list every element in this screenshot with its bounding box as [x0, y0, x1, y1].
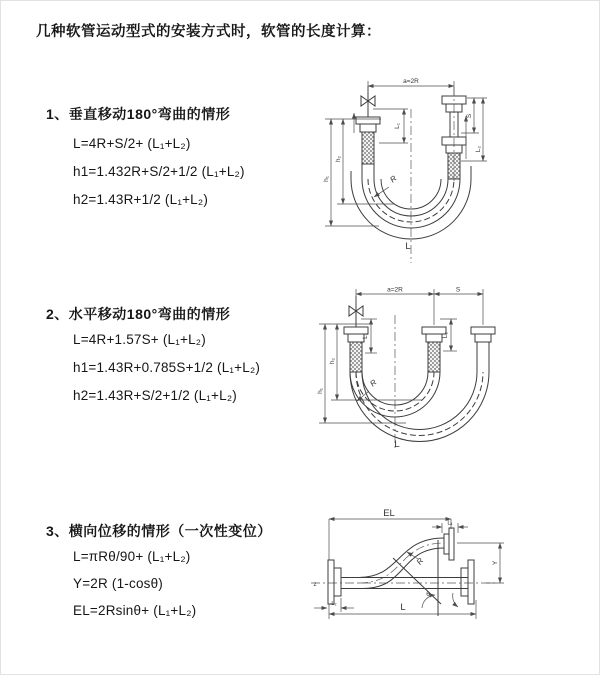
- angle-arc-right: [453, 593, 458, 607]
- radius-line: [393, 558, 441, 604]
- diagram-lateral-displacement: [301, 496, 600, 656]
- radius-label: R: [368, 377, 379, 389]
- section-2-formula-h1: h1=1.43R+0.785S+1/2 (L₁+L₂): [73, 360, 261, 375]
- left-flange: [356, 117, 380, 124]
- section-3-heading: 3、横向位移的情形（一次性变位）: [46, 523, 272, 539]
- upper-flange: [449, 528, 454, 560]
- dimension-lines: [314, 519, 504, 619]
- length-label: L: [405, 241, 411, 252]
- dim-label-h1: h₁: [323, 176, 330, 182]
- dim-label-h2: h₂: [335, 155, 342, 163]
- section-1-formula-h1: h1=1.432R+S/2+1/2 (L₁+L₂): [73, 164, 245, 179]
- right-flange: [471, 327, 495, 334]
- section-1-formula-h2: h2=1.43R+1/2 (L₁+L₂): [73, 192, 209, 207]
- dim-label-l2: L₂: [475, 145, 482, 153]
- section-3-formula-el: EL=2Rsinθ+ (L₁+L₂): [73, 603, 197, 618]
- right-flange: [468, 560, 474, 604]
- dim-label-h2: h₂: [329, 357, 336, 365]
- page-title: 几种软管运动型式的安装方式时，软管的长度计算：: [36, 24, 381, 40]
- angle-theta-label: θ: [426, 591, 430, 598]
- dim-label-h1: h₁: [317, 388, 324, 394]
- section-2-heading: 2、水平移动180°弯曲的情形: [46, 306, 231, 322]
- hose-assembly: [344, 296, 495, 442]
- left-flange: [328, 560, 334, 604]
- dim-label-l2: L₂: [331, 601, 337, 607]
- section-1-formula-l: L=4R+S/2+ (L₁+L₂): [73, 136, 191, 151]
- section-1-heading: 1、垂直移动180°弯曲的情形: [46, 106, 231, 122]
- dimension-lines: [325, 81, 487, 226]
- section-2-formula-l: L=4R+1.57S+ (L₁+L₂): [73, 332, 206, 347]
- right-braid-section: [448, 153, 460, 179]
- section-3-formula-y: Y=2R (1-cosθ): [73, 576, 164, 591]
- length-label: L: [394, 439, 400, 450]
- dimension-lines: [319, 286, 483, 423]
- dim-label-a2r: a=2R: [387, 286, 403, 294]
- dim-label-a2r: a=2R: [403, 78, 419, 85]
- dim-label-y: Y: [492, 560, 499, 566]
- diagram-horizontal-180-bend: [311, 281, 600, 466]
- dim-label-l1: L₁: [447, 520, 453, 527]
- dim-label-s: S: [466, 113, 473, 119]
- diagram-vertical-180-bend: [311, 71, 600, 266]
- section-2-formula-h2: h2=1.43R+S/2+1/2 (L₁+L₂): [73, 388, 237, 403]
- left-braid-section: [362, 132, 374, 164]
- radius-label: R: [414, 556, 426, 567]
- left-flange: [344, 327, 368, 334]
- dim-label-l2: L₂: [442, 331, 449, 339]
- dim-label-l1: L₁: [362, 333, 369, 339]
- radius-label: R: [388, 173, 399, 185]
- section-3-formula-l: L=πRθ/90+ (L₁+L₂): [73, 549, 191, 564]
- dim-label-l: L: [400, 602, 406, 613]
- left-end-mark: z: [313, 582, 317, 588]
- dim-label-l1: L₁: [394, 123, 401, 129]
- dim-label-el: EL: [383, 508, 395, 519]
- dim-label-s: S: [455, 286, 461, 294]
